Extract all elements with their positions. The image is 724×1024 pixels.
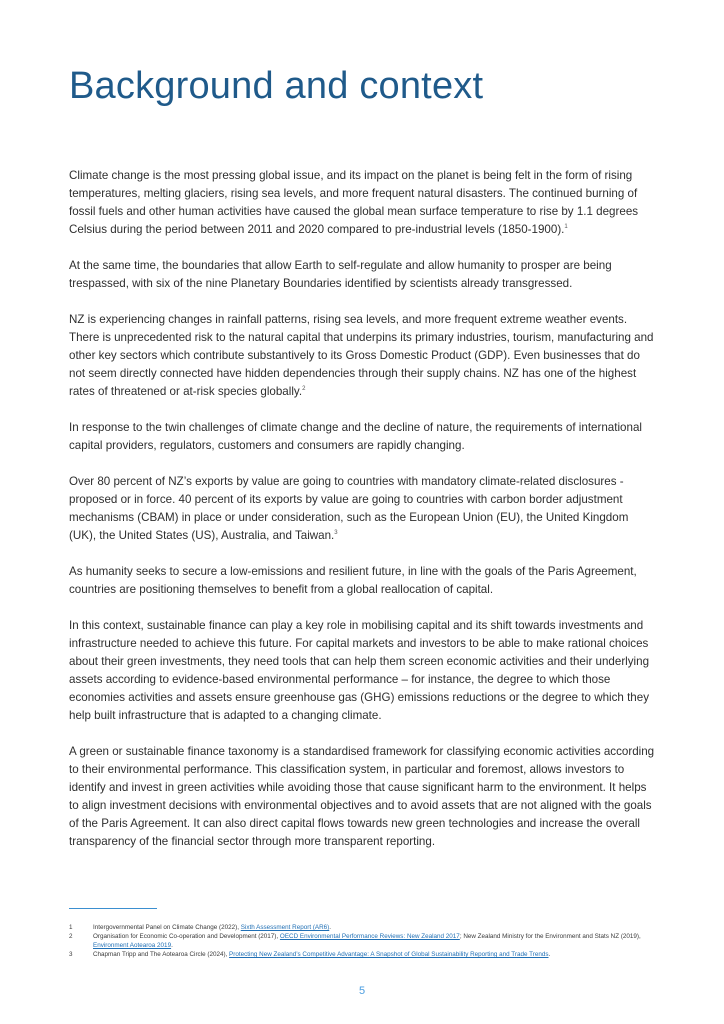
footnote-tail: . bbox=[171, 942, 173, 949]
paragraph-nz-risk bbox=[69, 311, 657, 401]
footnote-tail: . bbox=[329, 924, 332, 931]
paragraph-text: Over 80 percent of NZ’s exports by value are going to countries with mandatory climate-related disclosures - proposed or in force. 40 percent of its exports by value are going to countries with carbon border adjustment mechanisms (CBAM) in place or under consideration, such as the European Union (EU), the United Kingdom (UK), the United States (US), Australia, and Taiwan. bbox=[69, 475, 629, 542]
footnote-body bbox=[93, 923, 659, 932]
footnote-link-environment-aotearoa[interactable]: Environment Aotearoa 2019 bbox=[93, 942, 172, 949]
paragraph-paris-agreement bbox=[69, 563, 657, 599]
footnote-ref-2[interactable]: 2 bbox=[302, 386, 306, 393]
paragraph-climate-change bbox=[69, 167, 657, 239]
footnote-number: 2 bbox=[69, 933, 73, 940]
paragraph-sustainable-finance bbox=[69, 617, 657, 725]
footnote-body bbox=[93, 932, 659, 950]
page-title: Background and context bbox=[69, 65, 484, 107]
paragraph-text: In this context, sustainable finance can play a key role in mobilising capital and its shift towards investments and infrastructure needed to achieve this future. For capital markets and investors to be able to make rational choices about their green investments, they need tools that can help them screen economic activities and their underlying assets according to evidence-based environmental performance – for instance, the degree to which those economies activities and assets ensure greenhouse gas (GHG) emissions reductions or the degree to which they help built infrastructure that is adapted to a changing climate. bbox=[69, 619, 650, 722]
paragraph-text: As humanity seeks to secure a low-emissions and resilient future, in line with the goals of the Paris Agreement, countries are positioning themselves to benefit from a global reallocation of capital. bbox=[69, 565, 637, 596]
footnote-tail: . bbox=[548, 951, 551, 958]
footnote-number: 1 bbox=[69, 924, 73, 931]
footnote-link-oecd[interactable]: OECD Environmental Performance Reviews: New Zealand 2017 bbox=[279, 933, 460, 940]
page-number: 5 bbox=[358, 985, 366, 997]
footnote-1 bbox=[69, 923, 659, 932]
paragraph-exports bbox=[69, 473, 657, 545]
footnote-link-ar6[interactable]: Sixth Assessment Report (AR6) bbox=[240, 924, 330, 931]
paragraph-twin-challenges bbox=[69, 419, 657, 455]
footnote-text: Organisation for Economic Co-operation and Development (2017), bbox=[93, 933, 280, 940]
paragraph-text: A green or sustainable finance taxonomy is a standardised framework for classifying economic activities according to their environmental performance. This classification system, in particular and foremost, allows investors to identify and invest in green activities while avoiding those that cause significant harm to the environment. It helps to align investment decisions with environmental objectives and to avoid assets that are not aligned with the goals of the Paris Agreement. It can also direct capital flows towards new green technologies and increase the overall transparency of the financial sector through more transparent reporting. bbox=[69, 745, 655, 848]
footnote-ref-1[interactable]: 1 bbox=[564, 224, 568, 231]
footnote-2 bbox=[69, 932, 659, 950]
footnote-text: Intergovernmental Panel on Climate Change (2022), bbox=[93, 924, 241, 931]
paragraph-text: In response to the twin challenges of climate change and the decline of nature, the requirements of international capital providers, regulators, customers and consumers are rapidly changing. bbox=[69, 421, 642, 452]
paragraph-text: At the same time, the boundaries that allow Earth to self-regulate and allow humanity to prosper are being trespassed, with six of the nine Planetary Boundaries identified by scientists already transgressed. bbox=[69, 259, 612, 290]
body-text bbox=[69, 167, 657, 869]
footnotes bbox=[69, 923, 659, 959]
footnote-link-competitive-advantage[interactable]: Protecting New Zealand’s Competitive Advantage: A Snapshot of Global Sustainability Reporting and Trade Trends bbox=[229, 951, 549, 958]
footnote-text: Chapman Tripp and The Aotearoa Circle (2024), bbox=[93, 951, 230, 958]
footnote-body bbox=[93, 950, 659, 959]
paragraph-planetary-boundaries bbox=[69, 257, 657, 293]
paragraph-text: Climate change is the most pressing global issue, and its impact on the planet is being felt in the form of rising temperatures, melting glaciers, rising sea levels, and more frequent natural disasters. The continued burning of fossil fuels and other human activities have caused the global mean surface temperature to rise by 1.1 degrees Celsius during the period between 2011 and 2020 compared to pre-industrial levels (1850-1900). bbox=[69, 169, 639, 236]
paragraph-text: NZ is experiencing changes in rainfall patterns, rising sea levels, and more frequent extreme weather events. There is unprecedented risk to the natural capital that underpins its primary industries, tourism, manufacturing and other key sectors which contribute substantively to its Gross Domestic Product (GDP). Even businesses that do not seem directly connected have hidden dependencies through their supply chains. NZ has one of the highest rates of threatened or at-risk species globally. bbox=[69, 313, 654, 398]
footnote-number: 3 bbox=[69, 951, 73, 958]
footnote-divider bbox=[69, 908, 157, 909]
paragraph-taxonomy bbox=[69, 743, 657, 851]
footnote-text-mid: ; New Zealand Ministry for the Environment and Stats NZ (2019), bbox=[459, 933, 641, 940]
footnote-ref-3[interactable]: 3 bbox=[334, 530, 338, 537]
footnote-3 bbox=[69, 950, 659, 959]
